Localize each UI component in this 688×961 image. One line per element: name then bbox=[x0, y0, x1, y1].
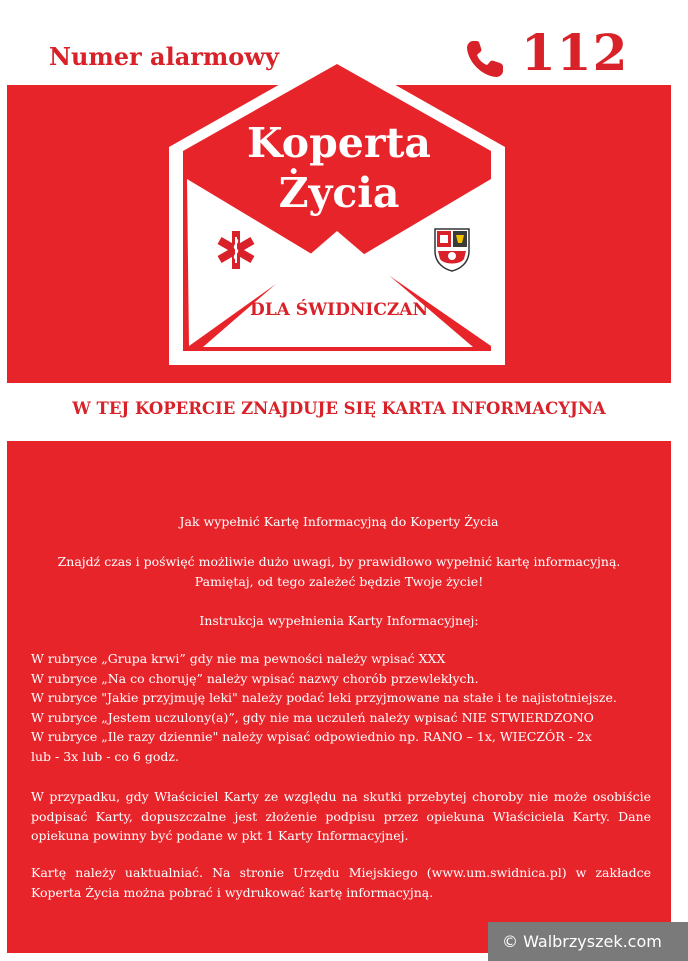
intro-text bbox=[7, 552, 671, 591]
document-page bbox=[7, 7, 671, 953]
rule-item: W rubryce „Jestem uczulony(a)”, gdy nie ma uczuleń należy wpisać NIE STWIERDZONO bbox=[31, 709, 594, 725]
intro-line-2: Pamiętaj, od tego zależeć będzie Twoje życie! bbox=[194, 573, 484, 589]
rule-item: W rubryce „Ile razy dziennie" należy wpisać odpowiednio np. RANO – 1x, WIECZÓR - 2x bbox=[31, 729, 592, 744]
intro-line-1: Znajdź czas i poświęć możliwie dużo uwagi, by prawidłowo wypełnić kartę informacyjną. bbox=[57, 554, 621, 569]
coat-of-arms-icon bbox=[432, 225, 472, 273]
signature-paragraph: W przypadku, gdy Właściciel Karty ze względu na skutki przebytej choroby nie może osobiście podpisać Karty, dopuszczalne jest złożenie podpisu przez opiekuna Właściciela Karty. Dane opiekuna powinny być podane w pkt 1 Karty Informacyjnej. bbox=[31, 789, 651, 843]
alarm-number: 112 bbox=[521, 23, 629, 82]
rule-item: W rubryce „Grupa krwi” gdy nie ma pewności należy wpisać XXX bbox=[31, 651, 446, 666]
star-of-life-icon bbox=[215, 229, 257, 271]
banner-text: W TEJ KOPERCIE ZNAJDUJE SIĘ KARTA INFORMACYJNA bbox=[72, 399, 606, 418]
instructions-subheading: Instrukcja wypełnienia Karty Informacyjnej: bbox=[199, 613, 479, 628]
alarm-label: Numer alarmowy bbox=[49, 42, 279, 71]
rule-item: W rubryce „Na co choruję” należy wpisać nazwy chorób przewlekłych. bbox=[31, 670, 479, 686]
instructions-heading: Jak wypełnić Kartę Informacyjną do Koperty Życia bbox=[179, 514, 499, 529]
rules-list bbox=[31, 649, 651, 766]
watermark: © Walbrzyszek.com bbox=[488, 922, 688, 961]
title-line-2: Życia bbox=[278, 169, 400, 217]
rule-item: W rubryce "Jakie przyjmuję leki" należy podać leki przyjmowane na stałe i te najistotniejsze. bbox=[31, 690, 617, 705]
rule-item: lub - 3x lub - co 6 godz. bbox=[31, 748, 179, 764]
title-line-1: Koperta bbox=[247, 119, 431, 167]
update-paragraph: Kartę należy uaktualniać. Na stronie Urzędu Miejskiego (www.um.swidnica.pl) w zakładce Koperta Życia można pobrać i wydrukować kartę informacyjną. bbox=[31, 865, 651, 900]
envelope-subtitle: DLA ŚWIDNICZAN bbox=[249, 300, 429, 320]
